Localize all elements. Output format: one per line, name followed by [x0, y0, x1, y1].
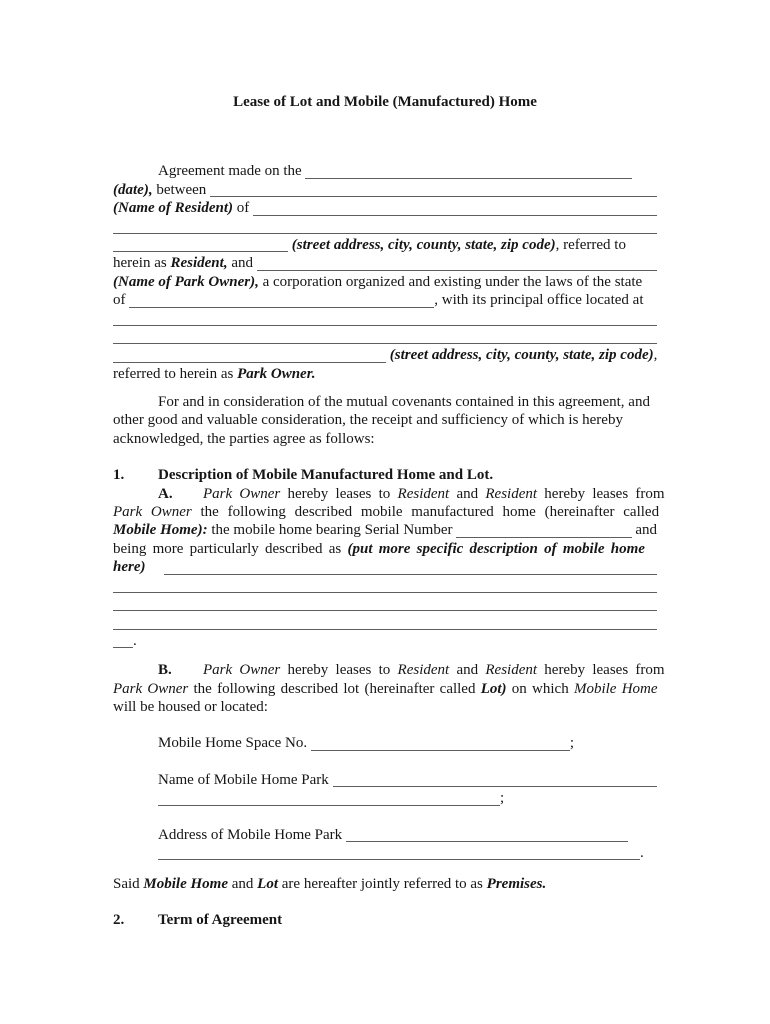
text-run: (date),	[113, 181, 153, 198]
text-run: Park Owner	[203, 485, 281, 502]
text-run: (put more specific description of mobile home	[347, 540, 645, 557]
doc-line	[113, 162, 657, 180]
blank-field[interactable]	[113, 236, 288, 253]
document-title: Lease of Lot and Mobile (Manufactured) Home	[233, 94, 537, 110]
doc-line	[113, 199, 657, 217]
text-run: acknowledged, the parties agree as follows:	[113, 430, 375, 447]
document-body	[113, 162, 665, 929]
doc-line	[113, 595, 657, 613]
text-run: Park Owner	[113, 680, 189, 697]
blank-field[interactable]	[257, 254, 657, 271]
blank-field[interactable]	[113, 218, 657, 235]
text-run: (street address, city, county, state, zip code)	[386, 347, 654, 364]
tab-indent	[113, 734, 158, 752]
blank-field[interactable]	[113, 613, 657, 630]
doc-line	[113, 577, 657, 595]
text-run: Premises.	[486, 876, 547, 893]
text-run: Resident	[485, 662, 538, 679]
text-run: Lot)	[480, 680, 507, 697]
tab-indent	[113, 771, 158, 789]
text-run: Mobile Home	[573, 680, 658, 697]
doc-line	[113, 393, 657, 411]
blank-field[interactable]	[113, 577, 657, 594]
blank-line	[113, 862, 657, 875]
text-run: ;	[500, 790, 505, 807]
tab-indent	[113, 844, 158, 862]
text-run: hereby leases from	[537, 662, 665, 679]
doc-line	[113, 521, 657, 539]
text-run: being more particularly described as	[113, 540, 348, 557]
text-run: Resident	[485, 485, 538, 502]
doc-line	[113, 430, 657, 448]
text-run: will be housed or located:	[113, 698, 268, 715]
text-run: (street address, city, county, state, zip code)	[288, 236, 556, 253]
blank-line	[113, 383, 657, 393]
text-run: the mobile home bearing Serial Number	[207, 522, 457, 539]
blank-field[interactable]	[113, 632, 133, 649]
blank-field[interactable]	[113, 310, 657, 327]
doc-line	[113, 181, 657, 199]
doc-line	[113, 328, 657, 346]
doc-line	[113, 503, 660, 521]
text-run: Resident,	[170, 255, 228, 272]
doc-line	[113, 789, 657, 807]
text-run: , referred to	[555, 236, 626, 253]
text-run: Mobile Home):	[113, 522, 208, 539]
text-run: Said	[113, 876, 144, 893]
blank-line	[113, 448, 657, 466]
doc-line	[113, 661, 665, 679]
text-run: Park Owner	[203, 662, 281, 679]
blank-field[interactable]	[305, 162, 632, 179]
text-run: and	[228, 876, 258, 893]
text-run: the following described lot (hereinafter called	[188, 680, 481, 697]
text-run: herein as	[113, 255, 171, 272]
doc-line	[113, 734, 657, 752]
text-run: Description of Mobile Manufactured Home and Lot.	[158, 467, 494, 484]
text-run: ;	[569, 735, 575, 752]
doc-line	[113, 273, 657, 291]
text-run: of	[232, 200, 253, 217]
text-run: between	[152, 181, 211, 198]
doc-line	[113, 826, 657, 844]
text-run: Park Owner	[113, 504, 192, 521]
list-number: 2.	[113, 911, 125, 928]
doc-line	[113, 875, 657, 893]
text-run: ,	[653, 347, 658, 364]
text-run: on which	[506, 680, 574, 697]
tab-indent	[113, 162, 158, 180]
blank-line	[113, 894, 657, 911]
doc-line	[113, 540, 657, 558]
list-number: 1.	[113, 467, 125, 484]
doc-line	[113, 254, 657, 272]
text-run: , with its principal office located at	[434, 292, 644, 309]
text-run: and	[449, 485, 486, 502]
blank-field[interactable]	[333, 771, 657, 788]
text-run: here)	[113, 559, 146, 576]
text-run: of	[113, 292, 130, 309]
text-run: Resident	[397, 662, 450, 679]
doc-line	[113, 236, 657, 254]
blank-field[interactable]	[113, 328, 657, 345]
doc-line	[113, 346, 657, 364]
blank-field[interactable]	[210, 181, 657, 198]
doc-line	[113, 466, 657, 484]
text-run: Name of Mobile Home Park	[158, 771, 333, 788]
blank-field[interactable]	[113, 595, 657, 612]
doc-line	[113, 558, 657, 576]
blank-field[interactable]	[456, 521, 631, 538]
text-run: and	[631, 522, 657, 539]
text-run: hereby leases to	[280, 662, 398, 679]
text-run: Lot	[257, 876, 279, 893]
text-run: .	[133, 632, 137, 649]
list-number: A.	[158, 485, 173, 502]
blank-line	[113, 808, 657, 826]
text-run: hereby leases to	[280, 485, 398, 502]
text-run: Agreement made on the	[158, 163, 306, 180]
doc-line	[113, 844, 657, 862]
text-run: For and in consideration of the mutual covenants contained in this agreement, and	[158, 394, 650, 411]
text-run: hereby leases from	[537, 485, 665, 502]
blank-field[interactable]	[346, 826, 628, 843]
tab-indent	[113, 789, 158, 807]
doc-line	[113, 613, 657, 631]
blank-field[interactable]	[164, 558, 658, 575]
doc-line	[113, 291, 657, 309]
tab-indent	[113, 826, 158, 844]
text-run: other good and valuable consideration, the receipt and sufficiency of which is hereby	[113, 412, 623, 429]
blank-line	[113, 753, 657, 771]
blank-field[interactable]	[158, 844, 640, 861]
text-run: Mobile Home	[143, 876, 228, 893]
doc-line	[113, 911, 657, 929]
doc-line	[113, 680, 657, 698]
text-run: referred to herein as	[113, 365, 238, 382]
list-number: B.	[158, 662, 172, 679]
text-run: and	[227, 255, 257, 272]
text-run: (Name of Resident)	[113, 200, 233, 217]
text-run: Park Owner.	[237, 365, 316, 382]
blank-field[interactable]	[311, 734, 570, 751]
text-run: Resident	[397, 485, 450, 502]
doc-line	[113, 310, 657, 328]
doc-line	[113, 218, 657, 236]
doc-line	[113, 411, 657, 429]
text-run: (Name of Park Owner),	[113, 273, 259, 290]
blank-field[interactable]	[158, 789, 500, 806]
blank-line	[113, 716, 657, 734]
doc-line	[113, 632, 657, 650]
text-run: a corporation organized and existing under the laws of the state	[258, 273, 643, 290]
doc-line	[113, 365, 657, 383]
doc-line	[113, 485, 665, 503]
doc-line	[113, 698, 657, 716]
text-run: and	[449, 662, 486, 679]
text-run: Mobile Home Space No.	[158, 735, 311, 752]
text-run: Address of Mobile Home Park	[158, 826, 346, 843]
text-run: are hereafter jointly referred to as	[278, 876, 487, 893]
doc-line	[113, 771, 657, 789]
blank-field[interactable]	[129, 291, 434, 308]
blank-field[interactable]	[253, 199, 657, 216]
text-run: the following described mobile manufactured home (hereinafter called	[191, 504, 660, 521]
blank-field[interactable]	[113, 346, 386, 363]
text-run: Term of Agreement	[158, 911, 283, 928]
text-run: .	[640, 844, 644, 861]
blank-line	[113, 650, 657, 661]
